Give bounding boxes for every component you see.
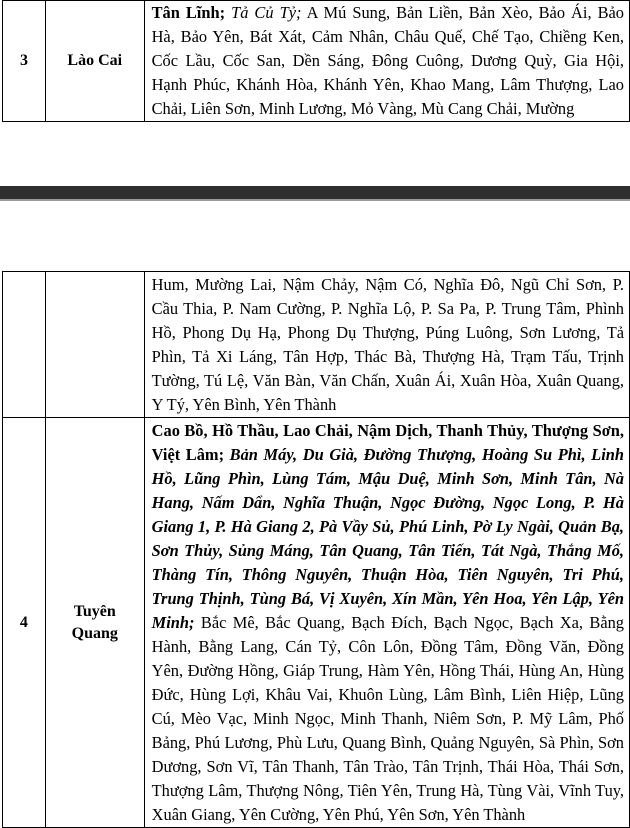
document-table-bottom <box>2 271 630 828</box>
province-cell <box>45 418 144 828</box>
row-number-cell: 4 <box>3 418 46 828</box>
communes-normal: A Mú Sung, Bản Liền, Bản Xèo, Bảo Ái, Bảo Hà, Bảo Yên, Bát Xát, Cảm Nhân, Châu Quế, Chế Tạo, Chiềng Ken, Cốc Lầu, Cốc San, Dền Sáng, Đông Cuông, Dương Quỳ, Gia Hội, Hạnh Phúc, Khánh Hòa, Khánh Yên, Khao Mang, Lâm Thượng, Lao Chải, Liên Sơn, Minh Lương, Mỏ Vàng, Mù Cang Chải, Mường <box>151 3 624 118</box>
row-number-cell: 3 <box>3 1 46 122</box>
table-row-lao-cai-continued <box>3 272 630 418</box>
document-table-top <box>2 0 630 122</box>
province-cell: Lào Cai <box>45 1 144 122</box>
row-number-cell <box>3 272 46 418</box>
communes-bold: Tân Lĩnh; <box>151 3 226 22</box>
province-name-line1: Tuyên <box>73 602 116 620</box>
communes-italic: Tả Củ Tỷ; <box>225 3 302 22</box>
province-name-line2: Quang <box>71 624 118 642</box>
communes-normal: Bắc Mê, Bắc Quang, Bạch Đích, Bạch Ngọc, Bạch Xa, Bằng Hành, Bằng Lang, Cán Tỷ, Côn Lôn, Đồng Tâm, Đồng Văn, Đồng Yên, Đường Hồng, Giáp Trung, Hàm Yên, Hồng Thái, Hùng An, Hùng Đức, Hùng Lợi, Khâu Vai, Khuôn Lùng, Lâm Bình, Liên Hiệp, Lũng Cú, Mèo Vạc, Minh Ngọc, Minh Thanh, Niêm Sơn, P. Mỹ Lâm, Phố Bảng, Phú Lương, Phù Lưu, Quang Bình, Quảng Nguyên, Sà Phìn, Sơn Dương, Sơn Vĩ, Tân Thanh, Tân Trào, Tân Trịnh, Thái Hòa, Thái Sơn, Thượng Lâm, Thượng Nông, Tiên Yên, Trung Hà, Tùng Vài, Vĩnh Tuy, Xuân Giang, Yên Cường, Yên Phú, Yên Sơn, Yên Thành <box>151 613 624 824</box>
page-break-shadow <box>0 199 630 201</box>
province-cell <box>45 272 144 418</box>
communes-cell <box>144 418 629 828</box>
communes-cell: Hum, Mường Lai, Nậm Chảy, Nậm Có, Nghĩa Đô, Ngũ Chỉ Sơn, P. Cầu Thia, P. Nam Cường, P. Nghĩa Lộ, P. Sa Pa, P. Trung Tâm, Phình Hồ, Phong Dụ Hạ, Phong Dụ Thượng, Púng Luông, Sơn Lương, Tả Phìn, Tả Xi Láng, Tân Hợp, Thác Bà, Thượng Hà, Trạm Tấu, Trịnh Tường, Tú Lệ, Văn Bàn, Văn Chấn, Xuân Ái, Xuân Hòa, Xuân Quang, Y Tý, Yên Bình, Yên Thành <box>144 272 629 418</box>
page-break-bar <box>0 186 630 199</box>
table-row-lao-cai <box>3 1 630 122</box>
communes-italic: Bản Máy, Du Già, Đường Thượng, Hoàng Su Phì, Linh Hồ, Lũng Phìn, Lùng Tám, Mậu Duệ, Minh Sơn, Minh Tân, Nà Hang, Nấm Dẩn, Nghĩa Thuận, Ngọc Đường, Ngọc Long, P. Hà Giang 1, P. Hà Giang 2, Pà Vầy Sủ, Phú Linh, Pờ Ly Ngài, Quản Bạ, Sơn Thủy, Sủng Máng, Tân Quang, Tân Tiến, Tát Ngà, Thắng Mố, Thàng Tín, Thông Nguyên, Thuận Hòa, Tiên Nguyên, Tri Phú, Trung Thịnh, Tùng Bá, Vị Xuyên, Xín Mần, Yên Hoa, Yên Lập, Yên Minh; <box>151 445 624 632</box>
communes-cell <box>144 1 629 122</box>
communes-bold: Cao Bồ, Hồ Thầu, Lao Chải, Nậm Dịch, Thanh Thủy, Thượng Sơn, Việt Lâm; <box>151 421 624 464</box>
table-row-tuyen-quang <box>3 418 630 828</box>
